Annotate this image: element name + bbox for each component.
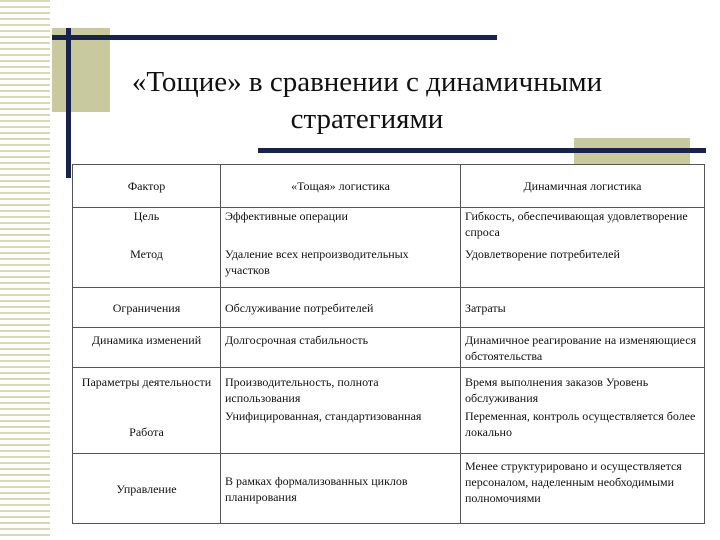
row-factor: Управление bbox=[73, 454, 221, 524]
row-agile: Динамичное реагирование на изменяющиеся обстоятельства bbox=[461, 328, 705, 368]
row-lean: Обслуживание потребителей bbox=[221, 288, 461, 328]
row-lean: Производительность, полнота использования bbox=[221, 368, 461, 408]
row-factor: Ограничения bbox=[73, 288, 221, 328]
row-factor: Цель bbox=[73, 208, 221, 246]
slide-title bbox=[72, 64, 662, 138]
row-agile: Менее структурировано и осуществляется персоналом, наделенным необходимыми полномочиями bbox=[461, 454, 705, 524]
row-factor: Динамика изменений bbox=[73, 328, 221, 368]
decorative-line-bottom bbox=[258, 148, 706, 153]
slide-title-line2: стратегиями bbox=[290, 103, 444, 135]
row-lean: Долгосрочная стабильность bbox=[221, 328, 461, 368]
table-row bbox=[73, 408, 705, 454]
row-factor: Работа bbox=[73, 408, 221, 454]
table-header-row bbox=[73, 165, 705, 208]
comparison-table bbox=[72, 164, 705, 524]
row-agile: Время выполнения заказов Уровень обслуживания bbox=[461, 368, 705, 408]
header-lean: «Тощая» логистика bbox=[221, 165, 461, 208]
table-row bbox=[73, 368, 705, 408]
row-lean: В рамках формализованных циклов планирования bbox=[221, 454, 461, 524]
row-lean: Удаление всех непроизводительных участков bbox=[221, 246, 461, 288]
decorative-stripes bbox=[0, 0, 50, 540]
decorative-line-top bbox=[52, 35, 497, 40]
row-agile: Переменная, контроль осуществляется более локально bbox=[461, 408, 705, 454]
row-agile: Удовлетворение потребителей bbox=[461, 246, 705, 288]
header-agile: Динамичная логистика bbox=[461, 165, 705, 208]
row-lean: Эффективные операции bbox=[221, 208, 461, 246]
row-factor: Метод bbox=[73, 246, 221, 288]
table-row bbox=[73, 208, 705, 246]
table-row bbox=[73, 454, 705, 524]
decorative-bar-left bbox=[66, 28, 71, 178]
row-agile: Затраты bbox=[461, 288, 705, 328]
row-agile: Гибкость, обеспечивающая удовлетворение спроса bbox=[461, 208, 705, 246]
slide-title-line1: «Тощие» в сравнении с динамичными bbox=[131, 66, 603, 98]
table-row bbox=[73, 328, 705, 368]
header-factor: Фактор bbox=[73, 165, 221, 208]
row-lean: Унифицированная, стандартизованная bbox=[221, 408, 461, 454]
row-factor: Параметры деятельности bbox=[73, 368, 221, 408]
table-row bbox=[73, 288, 705, 328]
table-row bbox=[73, 246, 705, 288]
